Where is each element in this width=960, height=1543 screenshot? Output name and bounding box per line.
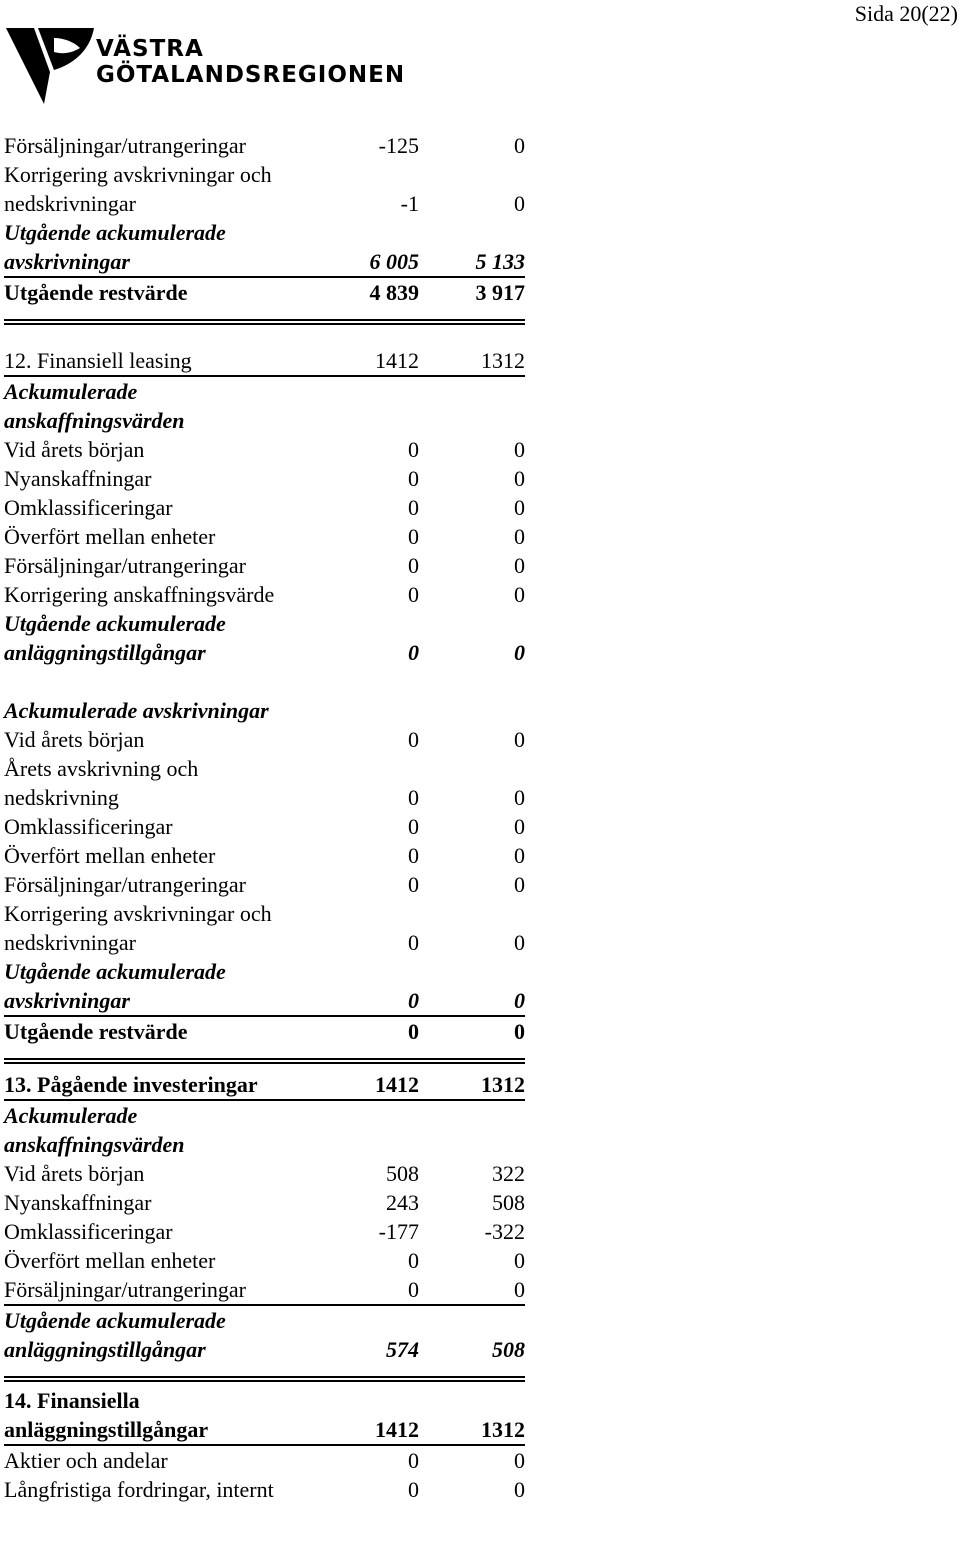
value-1412: -177 (378, 1219, 419, 1244)
row-label: avskrivningar (4, 988, 130, 1013)
table-row (4, 1159, 525, 1188)
value-1412: -125 (378, 133, 419, 158)
value-1412: 4 839 (369, 280, 419, 305)
row-label: anläggningstillgångar (4, 640, 206, 665)
row-label: Nyanskaffningar (4, 1190, 152, 1215)
subtotal-row (4, 1335, 525, 1364)
value-1412: 0 (408, 640, 419, 665)
value-1412: 0 (408, 466, 419, 491)
logo-text-line2: GÖTALANDSREGIONEN (96, 62, 406, 88)
organization-logo (4, 24, 406, 106)
section-title (4, 1386, 525, 1415)
table-row (4, 725, 525, 754)
value-1312: 0 (514, 495, 525, 520)
row-label: Ackumulerade avskrivningar (4, 698, 269, 723)
row-label: nedskrivningar (4, 191, 136, 216)
row-label: Ackumulerade (4, 1103, 138, 1128)
section-title (4, 346, 525, 377)
total-row (4, 278, 525, 307)
value-1312: 0 (514, 814, 525, 839)
row-label: Aktier och andelar (4, 1448, 168, 1473)
value-1412: 0 (408, 872, 419, 897)
row-label: Korrigering avskrivningar och (4, 901, 272, 926)
row-label: Korrigering avskrivningar och (4, 162, 272, 187)
value-1312: -322 (484, 1219, 525, 1244)
value-1412: 574 (386, 1337, 419, 1362)
value-1412: 0 (408, 1477, 419, 1502)
value-1312: 0 (514, 1448, 525, 1473)
row-label: Utgående ackumulerade (4, 220, 226, 245)
table-row (4, 1188, 525, 1217)
table-row (4, 218, 525, 247)
total-row (4, 1017, 525, 1046)
value-1312: 0 (514, 1019, 525, 1044)
value-1412: -1 (400, 191, 419, 216)
row-label: 13. Pågående investeringar (4, 1072, 258, 1097)
row-label: Försäljningar/utrangeringar (4, 872, 246, 897)
value-1412: 0 (408, 814, 419, 839)
value-1312: 0 (514, 191, 525, 216)
value-1412: 0 (408, 785, 419, 810)
value-1312: 0 (514, 988, 525, 1013)
row-label: avskrivningar (4, 249, 130, 274)
section-title (4, 1070, 525, 1101)
table-row (4, 522, 525, 551)
table-row (4, 580, 525, 609)
table-row (4, 551, 525, 580)
logo-text-line1: VÄSTRA (96, 36, 204, 62)
value-1312: 0 (514, 1277, 525, 1302)
section-title (4, 1415, 525, 1446)
row-label: Vid årets början (4, 437, 145, 462)
financial-notes (4, 131, 525, 1504)
table-row (4, 783, 525, 812)
value-1412: 0 (408, 495, 419, 520)
value-1312: 0 (514, 640, 525, 665)
value-1312: 0 (514, 437, 525, 462)
row-label: Försäljningar/utrangeringar (4, 553, 246, 578)
value-1412: 0 (408, 437, 419, 462)
value-1412: 0 (408, 843, 419, 868)
row-label: Utgående ackumulerade (4, 1308, 226, 1333)
row-label: Utgående restvärde (4, 1019, 188, 1044)
row-label: Omklassificeringar (4, 495, 173, 520)
value-1312: 0 (514, 872, 525, 897)
value-1412: 0 (408, 1248, 419, 1273)
subheading (4, 1101, 525, 1130)
value-1412: 0 (408, 553, 419, 578)
value-1312: 0 (514, 133, 525, 158)
table-row (4, 870, 525, 899)
table-row (4, 131, 525, 160)
row-label: anläggningstillgångar (4, 1337, 206, 1362)
subheading (4, 406, 525, 435)
table-row (4, 1275, 525, 1306)
double-rule (4, 1376, 525, 1382)
value-1412: 0 (408, 1277, 419, 1302)
table-row (4, 464, 525, 493)
row-label: 12. Finansiell leasing (4, 348, 192, 373)
value-1312: 508 (492, 1190, 525, 1215)
page-number: Sida 20(22) (854, 1, 958, 26)
table-row (4, 435, 525, 464)
value-1312: 5 133 (475, 249, 525, 274)
value-1412: 0 (408, 727, 419, 752)
row-label: nedskrivningar (4, 930, 136, 955)
value-1412: 508 (386, 1161, 419, 1186)
subheading (4, 1130, 525, 1159)
row-label: Överfört mellan enheter (4, 843, 216, 868)
column-header-1312: 1312 (481, 1417, 525, 1442)
value-1312: 322 (492, 1161, 525, 1186)
logo-mark-icon (4, 24, 96, 106)
subtotal-row (4, 247, 525, 278)
double-rule (4, 1058, 525, 1064)
value-1312: 0 (514, 1477, 525, 1502)
value-1312: 0 (514, 524, 525, 549)
table-row (4, 1217, 525, 1246)
row-label: Utgående ackumulerade (4, 959, 226, 984)
subheading (4, 377, 525, 406)
subheading (4, 696, 525, 725)
table-row (4, 957, 525, 986)
value-1412: 6 005 (369, 249, 419, 274)
table-row (4, 812, 525, 841)
column-header-1312: 1312 (481, 348, 525, 373)
row-label: Årets avskrivning och (4, 756, 199, 781)
column-header-1312: 1312 (481, 1072, 525, 1097)
row-label: Utgående ackumulerade (4, 611, 226, 636)
column-header-1412: 1412 (375, 1072, 419, 1097)
value-1412: 0 (408, 1448, 419, 1473)
row-label: Försäljningar/utrangeringar (4, 133, 246, 158)
value-1312: 0 (514, 553, 525, 578)
row-label: anskaffningsvärden (4, 1132, 185, 1157)
row-label: Långfristiga fordringar, internt (4, 1477, 274, 1502)
value-1312: 508 (492, 1337, 525, 1362)
table-row (4, 493, 525, 522)
row-label: Nyanskaffningar (4, 466, 152, 491)
value-1312: 0 (514, 930, 525, 955)
value-1412: 0 (408, 930, 419, 955)
subtotal-row (4, 986, 525, 1017)
value-1312: 0 (514, 785, 525, 810)
table-row (4, 1475, 525, 1504)
table-row (4, 1446, 525, 1475)
row-label: nedskrivning (4, 785, 119, 810)
value-1412: 0 (408, 1019, 419, 1044)
row-label: Vid årets början (4, 727, 145, 752)
row-label: Korrigering anskaffningsvärde (4, 582, 275, 607)
row-label: Utgående restvärde (4, 280, 188, 305)
value-1312: 0 (514, 843, 525, 868)
table-row (4, 189, 525, 218)
value-1412: 0 (408, 524, 419, 549)
value-1412: 0 (408, 582, 419, 607)
row-label: Vid årets början (4, 1161, 145, 1186)
value-1312: 0 (514, 727, 525, 752)
table-row (4, 160, 525, 189)
row-label: anläggningstillgångar (4, 1417, 209, 1442)
table-row (4, 899, 525, 928)
row-label: Försäljningar/utrangeringar (4, 1277, 246, 1302)
value-1312: 0 (514, 466, 525, 491)
subtotal-row (4, 638, 525, 667)
value-1312: 3 917 (475, 280, 525, 305)
row-label: Omklassificeringar (4, 814, 173, 839)
table-row (4, 928, 525, 957)
value-1312: 0 (514, 1248, 525, 1273)
row-label: 14. Finansiella (4, 1388, 140, 1413)
table-row (4, 609, 525, 638)
table-row (4, 841, 525, 870)
double-rule (4, 319, 525, 325)
row-label: anskaffningsvärden (4, 408, 185, 433)
row-label: Omklassificeringar (4, 1219, 173, 1244)
column-header-1412: 1412 (375, 1417, 419, 1442)
value-1312: 0 (514, 582, 525, 607)
value-1412: 243 (386, 1190, 419, 1215)
row-label: Ackumulerade (4, 379, 138, 404)
row-label: Överfört mellan enheter (4, 1248, 216, 1273)
value-1412: 0 (408, 988, 419, 1013)
table-row (4, 1246, 525, 1275)
row-label: Överfört mellan enheter (4, 524, 216, 549)
table-row (4, 754, 525, 783)
table-row (4, 1306, 525, 1335)
column-header-1412: 1412 (375, 348, 419, 373)
